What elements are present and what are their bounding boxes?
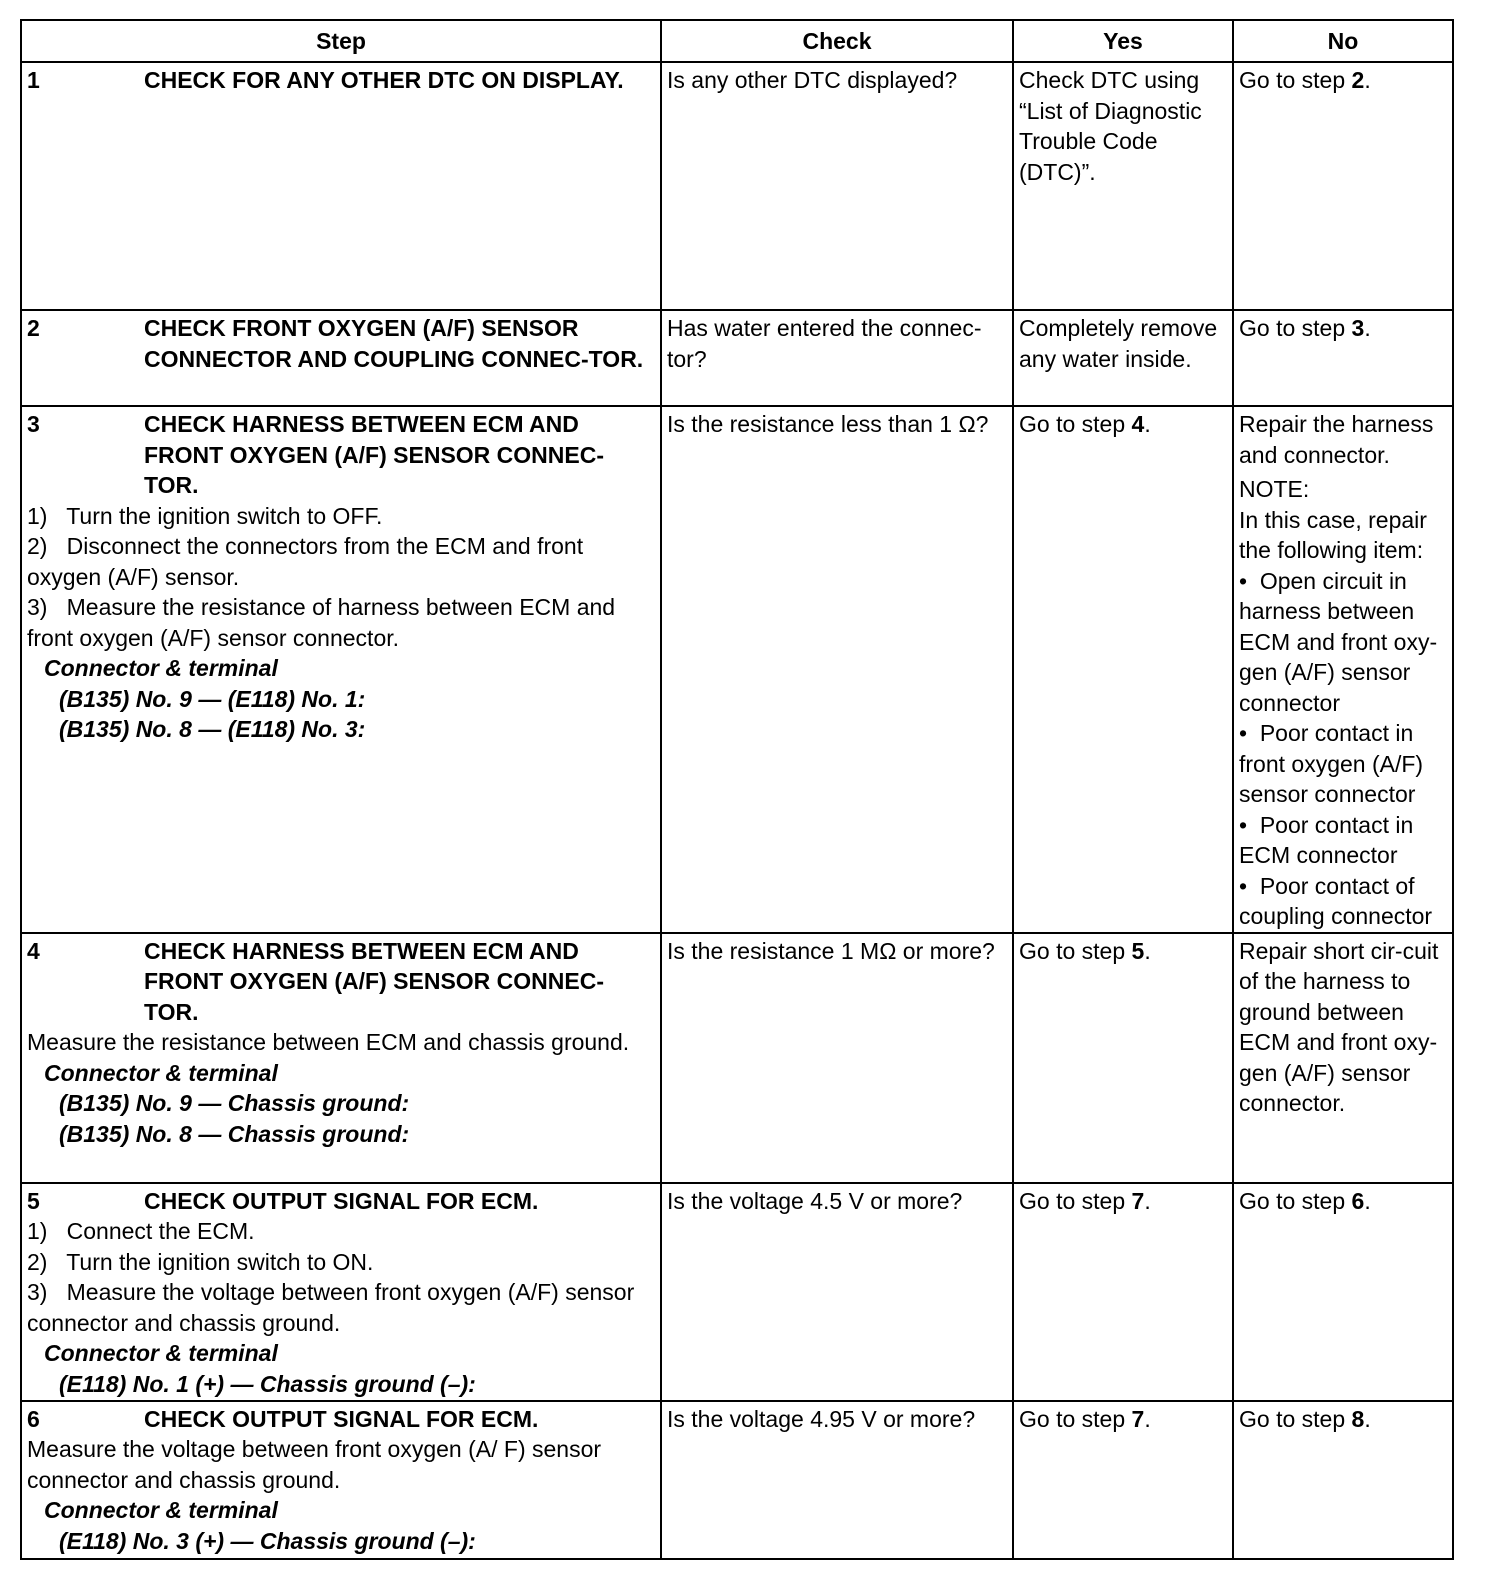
step-title: CHECK HARNESS BETWEEN ECM AND FRONT OXYGEN (A/F) SENSOR CONNEC-TOR. bbox=[144, 411, 605, 498]
bullet-item: • Poor contact in ECM connector bbox=[1239, 811, 1414, 868]
step-ref: 5 bbox=[1131, 937, 1145, 964]
no-cell bbox=[1233, 310, 1453, 406]
go-to-step-text: Go to step bbox=[1239, 315, 1352, 341]
connector-terminal-label: Connector & terminal bbox=[44, 1497, 278, 1523]
step-title: CHECK FRONT OXYGEN (A/F) SENSOR CONNECTOR AND COUPLING CONNEC-TOR. bbox=[144, 315, 644, 372]
yes-cell: Completely remove any water inside. bbox=[1013, 310, 1233, 406]
step-number: 4 bbox=[27, 937, 40, 964]
step-ref: 7 bbox=[1131, 1187, 1145, 1214]
step-ref: 4 bbox=[1131, 411, 1145, 437]
go-to-step-text: Go to step bbox=[1239, 67, 1352, 93]
period: . bbox=[1144, 1187, 1151, 1214]
table-row bbox=[21, 1183, 1453, 1401]
step-title: CHECK HARNESS BETWEEN ECM AND FRONT OXYGEN (A/F) SENSOR CONNEC-TOR. bbox=[144, 937, 605, 1025]
step-ref: 3 bbox=[1351, 315, 1365, 341]
check-cell: Is the resistance less than 1 Ω? bbox=[661, 406, 1013, 933]
table-row bbox=[21, 933, 1453, 1183]
terminal-spec: (B135) No. 8 — (E118) No. 3: bbox=[59, 716, 366, 742]
connector-terminal-label: Connector & terminal bbox=[44, 655, 278, 681]
bullet-item: • Poor contact of coupling connector bbox=[1239, 872, 1433, 929]
step-ref: 6 bbox=[1351, 1187, 1365, 1214]
substep: 3) Measure the voltage between front oxygen (A/F) sensor connector and chassis ground. bbox=[27, 1279, 635, 1336]
go-to-step-text: Go to step bbox=[1019, 1187, 1132, 1214]
no-cell bbox=[1233, 1401, 1453, 1559]
step-cell bbox=[21, 310, 661, 406]
substep: 2) Disconnect the connectors from the ECM and front oxygen (A/F) sensor. bbox=[27, 533, 584, 590]
no-cell bbox=[1233, 1183, 1453, 1401]
bullet-item: • Poor contact in front oxygen (A/F) sensor connector bbox=[1239, 720, 1424, 807]
terminal-spec: (E118) No. 1 (+) — Chassis ground (–): bbox=[59, 1370, 476, 1397]
yes-cell bbox=[1013, 1401, 1233, 1559]
no-action: Repair the harness and connector. bbox=[1239, 411, 1434, 468]
period: . bbox=[1364, 1187, 1371, 1214]
period: . bbox=[1144, 937, 1151, 964]
substep: 1) Turn the ignition switch to OFF. bbox=[27, 502, 383, 529]
table-row bbox=[21, 1401, 1453, 1559]
step-cell bbox=[21, 406, 661, 933]
note-label: NOTE: bbox=[1239, 476, 1310, 502]
terminal-spec: (B135) No. 9 — (E118) No. 1: bbox=[59, 685, 366, 712]
step-ref: 2 bbox=[1351, 67, 1365, 93]
connector-terminal-label: Connector & terminal bbox=[44, 1340, 278, 1366]
go-to-step-text: Go to step bbox=[1239, 1187, 1352, 1214]
note-text: In this case, repair the following item: bbox=[1239, 506, 1427, 563]
step-number: 5 bbox=[27, 1187, 40, 1214]
table-row bbox=[21, 310, 1453, 406]
step-title: CHECK FOR ANY OTHER DTC ON DISPLAY. bbox=[144, 67, 624, 93]
step-title: CHECK OUTPUT SIGNAL FOR ECM. bbox=[144, 1405, 539, 1432]
period: . bbox=[1144, 411, 1151, 437]
step-title: CHECK OUTPUT SIGNAL FOR ECM. bbox=[144, 1187, 539, 1214]
yes-cell bbox=[1013, 933, 1233, 1183]
no-cell bbox=[1233, 62, 1453, 310]
table-row bbox=[21, 406, 1453, 933]
no-cell: Repair short cir-cuit of the harness to ground between ECM and front oxy-gen (A/F) sensor connector. bbox=[1233, 933, 1453, 1183]
step-number: 3 bbox=[27, 411, 40, 437]
step-number: 6 bbox=[27, 1405, 40, 1432]
period: . bbox=[1364, 67, 1371, 93]
yes-cell: Check DTC using “List of Diagnostic Trouble Code (DTC)”. bbox=[1013, 62, 1233, 310]
substep: 1) Connect the ECM. bbox=[27, 1218, 255, 1244]
period: . bbox=[1144, 1405, 1151, 1432]
step-text: Measure the voltage between front oxygen (A/ F) sensor connector and chassis ground. bbox=[27, 1436, 602, 1493]
header-no: No bbox=[1233, 20, 1453, 62]
table-row bbox=[21, 62, 1453, 310]
step-ref: 7 bbox=[1131, 1405, 1145, 1432]
check-cell: Is any other DTC displayed? bbox=[661, 62, 1013, 310]
terminal-spec: (B135) No. 9 — Chassis ground: bbox=[59, 1090, 410, 1116]
header-yes: Yes bbox=[1013, 20, 1233, 62]
check-cell: Is the voltage 4.95 V or more? bbox=[661, 1401, 1013, 1559]
step-number: 1 bbox=[27, 67, 40, 93]
header-step: Step bbox=[21, 20, 661, 62]
terminal-spec: (E118) No. 3 (+) — Chassis ground (–): bbox=[59, 1527, 476, 1554]
yes-cell bbox=[1013, 406, 1233, 933]
substep: 2) Turn the ignition switch to ON. bbox=[27, 1248, 374, 1275]
step-cell bbox=[21, 62, 661, 310]
table-header-row bbox=[21, 20, 1453, 62]
terminal-spec: (B135) No. 8 — Chassis ground: bbox=[59, 1120, 410, 1147]
step-number: 2 bbox=[27, 315, 40, 341]
step-cell bbox=[21, 1183, 661, 1401]
step-text: Measure the resistance between ECM and chassis ground. bbox=[27, 1029, 630, 1055]
header-check: Check bbox=[661, 20, 1013, 62]
substep: 3) Measure the resistance of harness between ECM and front oxygen (A/F) sensor connector. bbox=[27, 594, 616, 651]
connector-terminal-label: Connector & terminal bbox=[44, 1059, 278, 1086]
step-ref: 8 bbox=[1351, 1405, 1365, 1432]
bullet-item: • Open circuit in harness between ECM and front oxy-gen (A/F) sensor connector bbox=[1239, 567, 1438, 716]
check-cell: Is the resistance 1 MΩ or more? bbox=[661, 933, 1013, 1183]
period: . bbox=[1364, 315, 1371, 341]
step-cell bbox=[21, 1401, 661, 1559]
yes-cell bbox=[1013, 1183, 1233, 1401]
diagnostic-table bbox=[20, 19, 1454, 1560]
go-to-step-text: Go to step bbox=[1019, 937, 1132, 964]
go-to-step-text: Go to step bbox=[1239, 1405, 1352, 1432]
no-cell bbox=[1233, 406, 1453, 933]
go-to-step-text: Go to step bbox=[1019, 411, 1132, 437]
go-to-step-text: Go to step bbox=[1019, 1405, 1132, 1432]
check-cell: Is the voltage 4.5 V or more? bbox=[661, 1183, 1013, 1401]
period: . bbox=[1364, 1405, 1371, 1432]
check-cell: Has water entered the connec-tor? bbox=[661, 310, 1013, 406]
step-cell bbox=[21, 933, 661, 1183]
